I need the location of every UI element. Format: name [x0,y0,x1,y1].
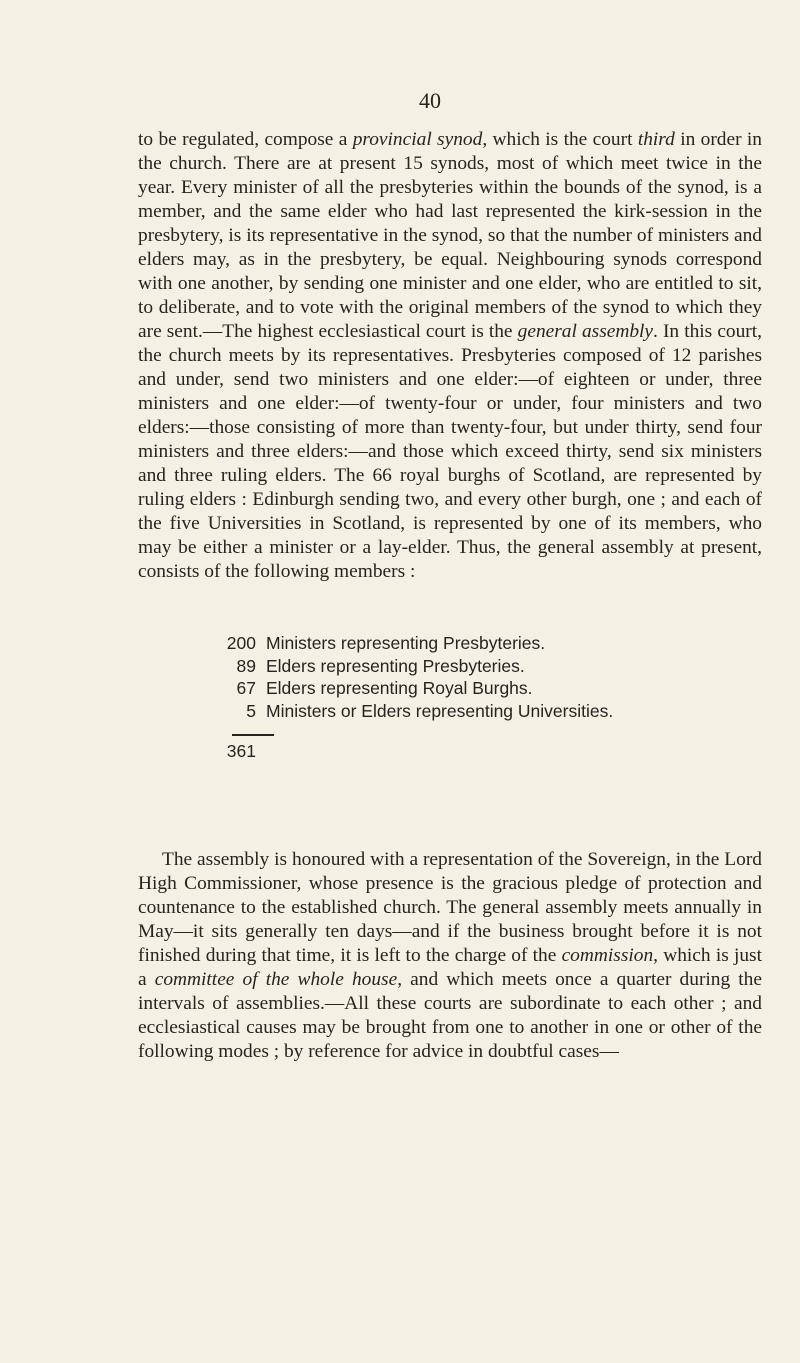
paragraph-commissioner [138,848,762,1064]
tally-row [222,700,722,723]
emphasis-general-assembly: general assembly [517,321,654,342]
assembly-members-tally [222,632,722,763]
tally-label: Ministers representing Presbyteries. [266,633,546,653]
emphasis-commission: commission [561,945,654,966]
tally-row [222,632,722,655]
text-run: , which is just a [138,945,762,990]
sum-rule [232,734,274,736]
tally-label: Elders representing Royal Burghs. [266,678,533,698]
text-run: to be regulated, compose a [138,129,353,150]
tally-row [222,655,722,678]
page-number: 40 [419,88,441,113]
tally-total: 361 [226,741,256,761]
tally-label: Ministers or Elders representing Universities. [266,700,614,721]
emphasis-committee: committee of the whole house [154,969,398,990]
text-run: , and which meets once a quarter during the intervals of assemblies.—All these courts are subordinate to each other ; and ecclesiastical causes may be brought from one to another in one or other of the following modes ; by reference for advice in doubtful cases— [138,969,762,1062]
paragraph-synods-assembly [138,128,762,584]
tally-total-row [222,740,722,763]
emphasis-third: third [637,129,675,150]
tally-row [222,677,722,700]
tally-count: 200 [226,633,256,653]
text-run: . In this court, the church meets by its representatives. Presbyteries composed of 12 parishes and under, send two ministers and one elder:—of eighteen or under, three ministers and one elder:—of twenty-four or under, four ministers and two elders:—those consisting of more than twenty-four, but under thirty, send four ministers and three elders:—and those which exceed thirty, send six ministers and three ruling elders. The 66 royal burghs of Scotland, are represented by ruling elders : Edinburgh sending two, and every other burgh, one ; and each of the five Universities in Scotland, is represented by one of its members, who may be either a minister or a lay-elder. Thus, the general assembly at present, consists of the following members : [138,321,763,582]
text-run: , which is the court [482,129,638,150]
tally-count: 67 [236,678,256,698]
text-run: in order in the church. There are at present 15 synods, most of which meet twice in the year. Every minister of all the presbyteries within the bounds of the synod, is a member, and the same elder who had last represented the kirk-session in the presbytery, is its representative in the synod, so that the number of ministers and elders may, as in the presbytery, be equal. Neighbouring synods correspond with one another, by sending one minister and one elder, who are entitled to sit, to deliberate, and to vote with the original members of the synod to which they are sent.—The highest ecclesiastical court is the [138,129,762,342]
tally-count: 5 [246,700,256,721]
emphasis-provincial-synod: provincial synod [352,129,483,150]
tally-count: 89 [236,655,256,676]
text-run: The assembly is honoured with a representation of the Sovereign, in the Lord High Commissioner, whose presence is the gracious pledge of protection and countenance to the established church. The general assembly meets annually in May—it sits generally ten days—and if the business brought before it is not finished during that time, it is left to the charge of the [138,849,762,966]
tally-label: Elders representing Presbyteries. [266,655,525,676]
